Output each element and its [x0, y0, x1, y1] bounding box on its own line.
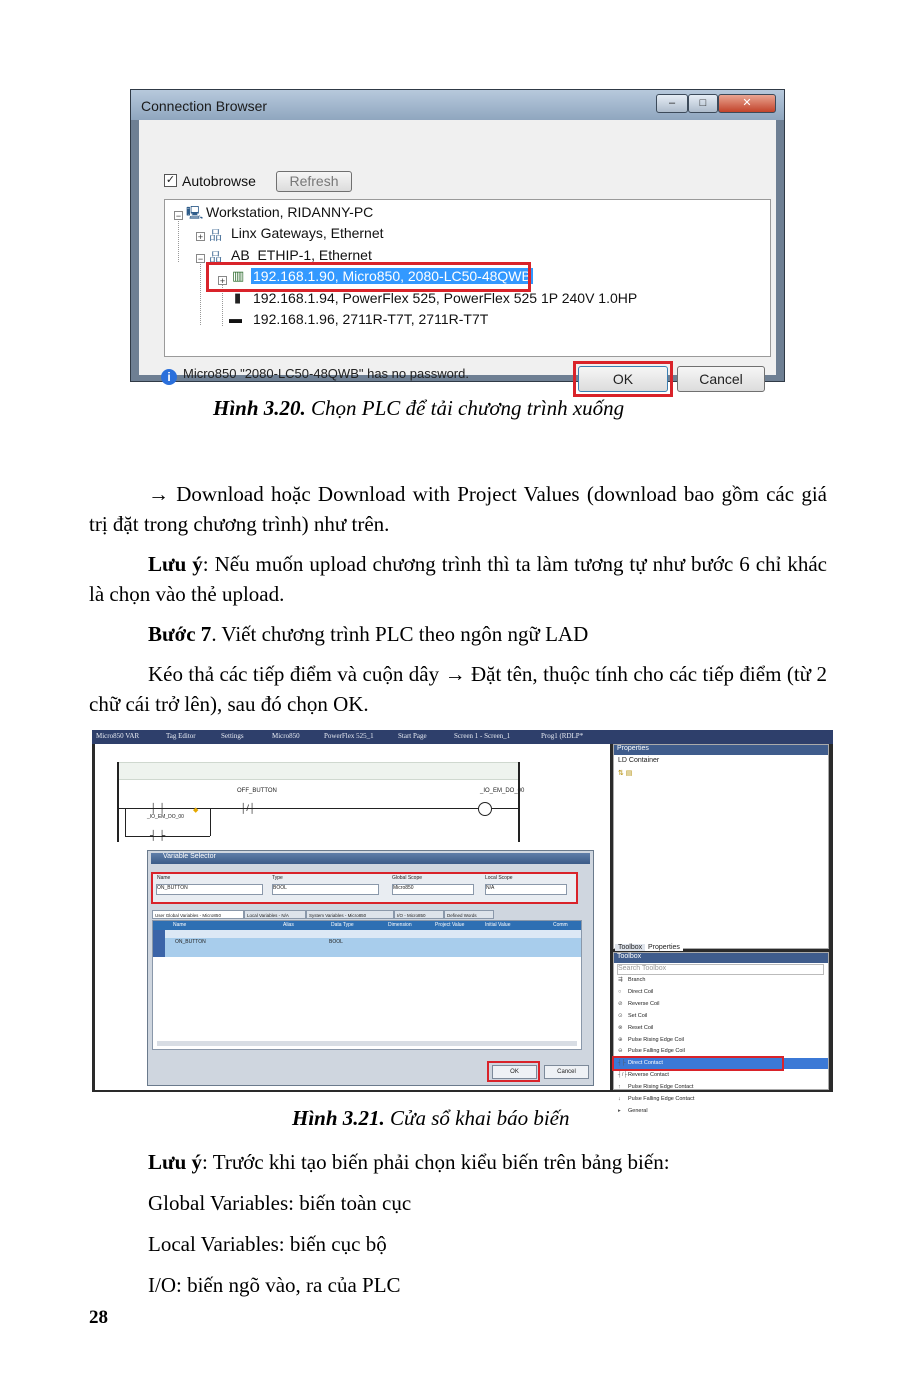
toolbox-item-icon: ⊙	[618, 1012, 623, 1019]
grid-column-header[interactable]: Alias	[283, 922, 294, 928]
grid-column-header[interactable]: Project Value	[435, 922, 465, 928]
tab[interactable]: Micro850	[272, 732, 300, 740]
tab[interactable]: Prog1 (RDLP*	[541, 732, 584, 740]
highlight-box	[206, 262, 531, 292]
window-title: Connection Browser	[141, 98, 268, 114]
tab[interactable]: Tag Editor	[166, 732, 196, 740]
figure-caption: Hình 3.21. Cửa sổ khai báo biến	[292, 1106, 570, 1130]
field-label: Type	[272, 875, 283, 881]
tab[interactable]: Screen 1 - Screen_1	[454, 732, 511, 740]
collapse-icon[interactable]: −	[197, 254, 204, 264]
page-number: 28	[89, 1307, 108, 1328]
toolbox-title: Toolbox	[614, 953, 828, 963]
sub-tab[interactable]: Local Variables - N/A	[244, 910, 306, 919]
tree-item-workstation[interactable]: Workstation, RIDANNY-PC	[206, 204, 374, 220]
toolbox-item-icon: ↓	[618, 1096, 621, 1102]
global-scope-select[interactable]: Micro850	[392, 884, 474, 895]
name-input[interactable]: ON_BUTTON	[156, 884, 263, 895]
direct-contact-icon: ┤ ├	[150, 803, 166, 813]
cancel-button[interactable]: Cancel	[677, 366, 765, 392]
sort-icon[interactable]: ⇅ ▤	[618, 770, 633, 777]
list-item: Global Variables: biến toàn cục	[148, 1191, 412, 1215]
toolbox-item-icon: ▸	[618, 1107, 621, 1114]
grid-cell-type[interactable]: BOOL	[329, 939, 343, 945]
autobrowse-label: Autobrowse	[182, 173, 256, 189]
ok-button[interactable]: OK	[578, 366, 668, 392]
toolbox-item[interactable]	[614, 1070, 828, 1081]
toolbox-item[interactable]	[614, 1058, 828, 1069]
tab[interactable]: PowerFlex 525_1	[324, 732, 374, 740]
toolbox-item-label: Pulse Rising Edge Contact	[628, 1084, 694, 1091]
toolbox-item-label: Reverse Contact	[628, 1072, 669, 1079]
properties-item: LD Container	[618, 757, 660, 764]
field-label: Global Scope	[392, 875, 423, 881]
tree-item-powerflex[interactable]: 192.168.1.94, PowerFlex 525, PowerFlex 525 1P 240V 1.0HP	[253, 290, 638, 306]
toolbox-item-label: Set Coil	[628, 1012, 648, 1019]
toolbox-item-label: Pulse Falling Edge Contact	[628, 1096, 695, 1102]
toolbox-item-label: Reverse Coil	[628, 1000, 660, 1007]
paragraph: Kéo thả các tiếp điểm và cuộn dây → Đặt tên, thuộc tính cho các tiếp điểm (từ 2 chữ cái trở lên), sau đó chọn OK.	[89, 662, 827, 716]
expand-icon[interactable]: +	[219, 276, 226, 286]
toolbox-item[interactable]	[614, 975, 828, 986]
toolbox-item-icon: ⇶	[618, 977, 623, 983]
toolbox-item-label: Pulse Rising Edge Coil	[628, 1036, 684, 1043]
toolbox-item[interactable]	[614, 1011, 828, 1022]
highlight-box	[612, 1056, 784, 1071]
figure-caption: Hình 3.20. Chọn PLC để tải chương trình xuống	[213, 396, 625, 420]
sub-tab[interactable]: Defined Words	[444, 910, 494, 919]
toolbox-item-icon: ○	[618, 988, 622, 995]
status-message: Micro850 "2080-LC50-48QWB" has no password.	[183, 366, 469, 381]
window-client	[139, 120, 776, 387]
drive-icon: ▮	[234, 290, 242, 305]
toolbox-item[interactable]	[614, 1035, 828, 1046]
tree-item-micro850[interactable]: 192.168.1.90, Micro850, 2080-LC50-48QWB	[253, 268, 531, 284]
sub-tab[interactable]: I/O - Micro850	[394, 910, 444, 919]
connection-browser-window	[130, 89, 785, 387]
toolbox-item-icon: ⊗	[618, 1024, 623, 1031]
toolbox-item[interactable]	[614, 999, 828, 1010]
variables-grid[interactable]	[152, 920, 582, 1050]
grid-column-header[interactable]: Initial Value	[485, 922, 511, 928]
grid-column-header[interactable]: Data Type	[331, 922, 354, 928]
tree-item-ab-ethip[interactable]: AB_ETHIP-1, Ethernet	[231, 247, 372, 263]
properties-title: Properties	[614, 745, 828, 755]
tab[interactable]: Micro850 VAR	[96, 732, 140, 740]
panel-tab-toolbox[interactable]: Toolbox	[615, 944, 645, 951]
list-item: I/O: biến ngõ vào, ra của PLC	[148, 1273, 401, 1297]
tree-item-linx-gateways[interactable]: Linx Gateways, Ethernet	[231, 225, 384, 241]
coil-label: _IO_EM_DO_00	[480, 788, 525, 794]
tab[interactable]: Settings	[221, 732, 244, 740]
toolbox-item-label: Direct Contact	[628, 1060, 663, 1067]
variable-selector-dialog	[147, 850, 594, 1086]
maximize-icon[interactable]: □	[688, 94, 718, 113]
sub-tab[interactable]: User Global Variables - Micro850	[152, 910, 244, 919]
properties-panel	[613, 744, 829, 949]
toolbox-item-label: General	[628, 1107, 648, 1114]
toolbox-item[interactable]	[614, 1023, 828, 1034]
paragraph: Lưu ý: Nếu muốn upload chương trình thì ta làm tương tự như bước 6 chỉ khác là chọn vào thẻ upload.	[89, 552, 827, 606]
field-label: Name	[157, 875, 171, 881]
contact-label: _IO_EM_DO_00	[147, 814, 184, 820]
paragraph: Lưu ý: Trước khi tạo biến phải chọn kiểu biến trên bảng biến:	[148, 1150, 670, 1174]
toolbox-item-label: Pulse Falling Edge Coil	[628, 1048, 685, 1055]
toolbox-item-icon: ↑	[618, 1084, 621, 1091]
expand-icon[interactable]: +	[197, 232, 204, 242]
toolbox-item[interactable]	[614, 1106, 828, 1117]
local-scope-select[interactable]: N/A	[485, 884, 567, 895]
close-icon[interactable]: ✕	[718, 94, 776, 113]
minimize-icon[interactable]: –	[656, 94, 688, 113]
toolbox-search-input[interactable]: Search Toolbox	[617, 964, 824, 975]
network-icon: 品	[209, 228, 223, 243]
toolbox-item-icon: ┤/├	[618, 1072, 628, 1079]
toolbox-item[interactable]	[614, 1094, 828, 1105]
toolbox-item-label: Reset Coil	[628, 1024, 654, 1031]
grid-column-header[interactable]: Name	[173, 922, 187, 928]
variable-sub-tabs	[152, 910, 582, 919]
dialog-ok-button[interactable]: OK	[492, 1065, 537, 1079]
marker-icon: ◆	[193, 807, 199, 814]
network-icon: 品	[209, 250, 223, 265]
toolbox-item[interactable]	[614, 987, 828, 998]
grid-column-header[interactable]: Comm	[553, 922, 568, 928]
paragraph: → Download hoặc Download with Project Values (download bao gồm các giá trị đặt trong chương trình) như trên.	[89, 482, 827, 536]
autobrowse-checkbox[interactable]: ✓	[165, 174, 176, 186]
computer-icon: 🖳	[186, 205, 204, 220]
collapse-icon[interactable]: −	[175, 211, 182, 221]
field-label: Local Scope	[485, 875, 513, 881]
dialog-cancel-button[interactable]: Cancel	[544, 1065, 589, 1079]
grid-column-header[interactable]: Dimension	[388, 922, 412, 928]
hmi-icon: ▬	[229, 311, 242, 326]
tree-item-panelview[interactable]: 192.168.1.96, 2711R-T7T, 2711R-T7T	[253, 311, 489, 327]
list-item: Local Variables: biến cục bộ	[148, 1232, 387, 1256]
toolbox-panel	[613, 952, 829, 1114]
info-icon: i	[161, 369, 177, 385]
toolbox-item-icon: ⊖	[618, 1048, 623, 1055]
grid-cell-name[interactable]: ON_BUTTON	[175, 939, 206, 945]
refresh-button[interactable]: Refresh	[276, 171, 352, 192]
reverse-contact-icon: ┤/├	[240, 803, 256, 813]
contact-label: OFF_BUTTON	[237, 788, 277, 794]
toolbox-item-icon: ⊘	[618, 1000, 623, 1007]
paragraph: Bước 7. Viết chương trình PLC theo ngôn ngữ LAD	[148, 622, 589, 646]
plc-icon: ▥	[232, 268, 245, 283]
direct-contact-icon: ┤ ├	[150, 830, 166, 840]
type-select[interactable]: BOOL	[272, 884, 379, 895]
sub-tab[interactable]: System Variables - Micro850	[306, 910, 394, 919]
toolbox-item[interactable]	[614, 1082, 828, 1093]
toolbox-item-label: Branch	[628, 977, 646, 983]
dialog-title: Variable Selector	[151, 853, 590, 864]
toolbox-item-icon: ┤├	[618, 1060, 626, 1067]
panel-tab-properties[interactable]: Properties	[645, 944, 683, 951]
tab[interactable]: Start Page	[398, 732, 427, 740]
toolbox-item-icon: ⊕	[618, 1036, 623, 1043]
toolbox-item-label: Direct Coil	[628, 988, 654, 995]
document-tabs	[92, 730, 833, 744]
